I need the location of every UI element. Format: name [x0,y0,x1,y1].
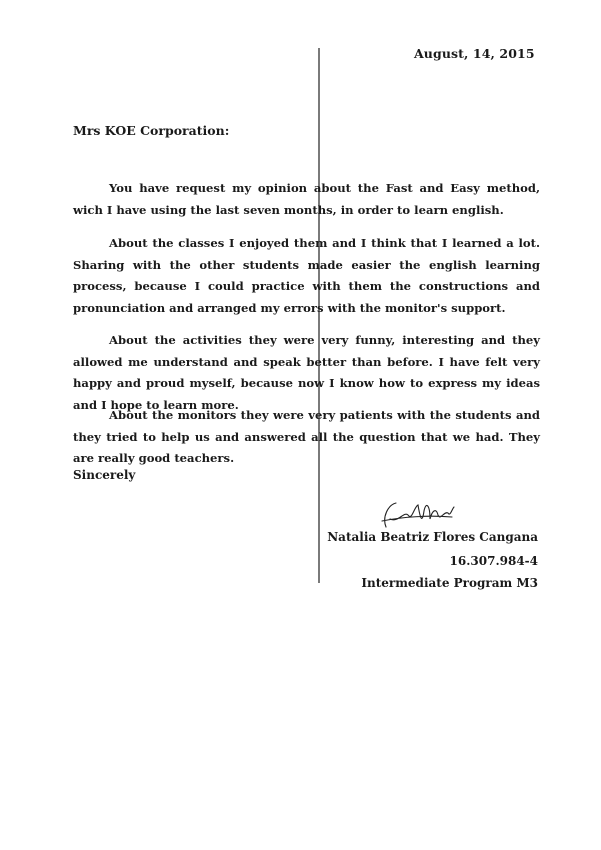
paragraph-3-text: About the activities they were very funny, interesting and they allowed me understand and speak better than before. I have felt very happy and proud myself, because now I know how to express my ideas and I hope to learn more. [73,333,540,412]
signer-name: Natalia Beatriz Flores Cangana [327,530,538,544]
paragraph-2-text: About the classes I enjoyed them and I think that I learned a lot. Sharing with the other students made easier the english learning process, because I could practice with them the constructions and pronunciation and arranged my errors with the monitor's support. [73,236,540,315]
signer-id: 16.307.984-4 [449,554,538,568]
salutation: Mrs KOE Corporation: [73,123,230,138]
closing: Sincerely [73,468,136,482]
paragraph-1 [73,178,540,221]
paragraph-2 [73,233,540,319]
paragraph-4 [73,405,540,470]
letter-date: August, 14, 2015 [414,46,535,61]
paragraph-3 [73,330,540,416]
signer-program: Intermediate Program M3 [361,576,538,590]
paragraph-1-text: You have request my opinion about the Fast and Easy method, wich I have using the last seven months, in order to learn english. [73,181,540,217]
paragraph-4-text: About the monitors they were very patients with the students and they tried to help us and answered all the question that we had. They are really good teachers. [73,408,540,465]
